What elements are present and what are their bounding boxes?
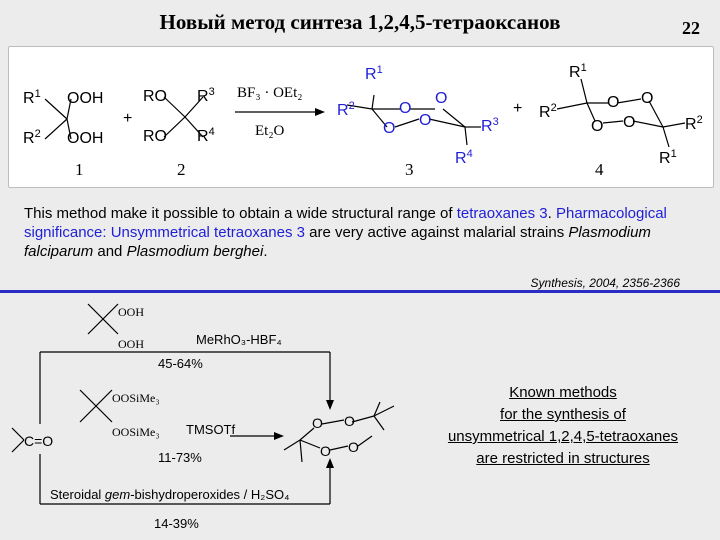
slide-title: Новый метод синтеза 1,2,4,5-тетраоксанов [159, 10, 561, 34]
svg-text:R1: $R^1$ [659, 148, 677, 167]
svg-text:O: O [435, 90, 448, 107]
svg-text:O: O [344, 413, 355, 429]
svg-text:R1: $R^1$ [569, 62, 587, 81]
svg-text:OOSiMe₃: OOSiMe₃ [112, 391, 160, 405]
svg-text:Steroidal gem-bishydroperoxid: Steroidal gem-bishydroperoxides / H₂SO₄ [50, 487, 290, 502]
slide-number: 22 [682, 18, 700, 38]
svg-text:O: O [312, 415, 323, 431]
svg-text:OOH: OOH [67, 90, 104, 107]
svg-text:RO: RO [143, 128, 167, 145]
description-text: This method make it possible to obtain a wide structural range of tetraoxanes 3. Pharmacological significance: Unsymmetrical tetraoxanes 3 are very active against malarial strains Plasmodium falciparum and Plasmodium berghei. [24, 205, 667, 260]
svg-text:O: O [383, 120, 396, 137]
svg-text:R4: $R^4$ [455, 148, 473, 167]
svg-text:R2: $R^2$ [337, 100, 355, 119]
svg-text:11-73%: 11-73% [158, 450, 202, 465]
svg-text:R2: $R^2$ [23, 128, 41, 147]
svg-text:O: O [591, 118, 604, 135]
svg-text:O: O [348, 439, 359, 455]
reaction-scheme-1 [9, 47, 713, 187]
svg-text:R3: $R^3$ [481, 116, 499, 135]
svg-text:O: O [419, 112, 432, 129]
svg-text:O: O [607, 94, 620, 111]
svg-text:R4: $R^4$ [197, 126, 215, 145]
svg-text:R1: $R^1$ [365, 64, 383, 83]
svg-text:TMSOTf: TMSOTf [186, 422, 236, 437]
svg-text:MeRhO₃-HBF₄: MeRhO₃-HBF₄ [196, 332, 282, 347]
svg-text:2: 2 [177, 160, 186, 179]
svg-text:OOH: OOH [118, 305, 144, 319]
section-divider [0, 290, 720, 293]
reaction-scheme-panel [8, 46, 714, 188]
svg-text:O: O [623, 114, 636, 131]
known-methods-note: Known methods for the synthesis of unsymmetrical 1,2,4,5-tetraoxanes are restricted in structures [447, 384, 679, 467]
svg-text:R2: $R^2$ [539, 102, 557, 121]
svg-text:O: O [320, 443, 331, 459]
svg-text:4: 4 [595, 160, 604, 179]
literature-reference: Synthesis, 2004, 2356-2366 [530, 276, 680, 290]
svg-text:3: 3 [405, 160, 414, 179]
svg-text:14-39%: 14-39% [154, 516, 199, 531]
svg-text:R2: $R^2$ [685, 114, 703, 133]
svg-text:OOH: OOH [67, 130, 104, 147]
svg-text:O: O [399, 100, 412, 117]
svg-text:1: 1 [75, 160, 84, 179]
svg-text:BF₃ · OEt₂: BF₃ · OEt₂ [237, 85, 303, 101]
svg-text:R3: $R^3$ [197, 86, 215, 105]
svg-text:C=O: C=O [24, 433, 54, 449]
svg-text:Et₂O: Et₂O [255, 123, 285, 139]
svg-text:OOSiMe₃: OOSiMe₃ [112, 425, 160, 439]
svg-text:R1: $R^1$ [23, 88, 41, 107]
svg-text:O: O [641, 90, 654, 107]
svg-text:45-64%: 45-64% [158, 356, 203, 371]
svg-text:+: + [123, 110, 133, 127]
svg-text:RO: RO [143, 88, 167, 105]
svg-text:+: + [513, 100, 523, 117]
svg-text:OOH: OOH [118, 337, 144, 351]
